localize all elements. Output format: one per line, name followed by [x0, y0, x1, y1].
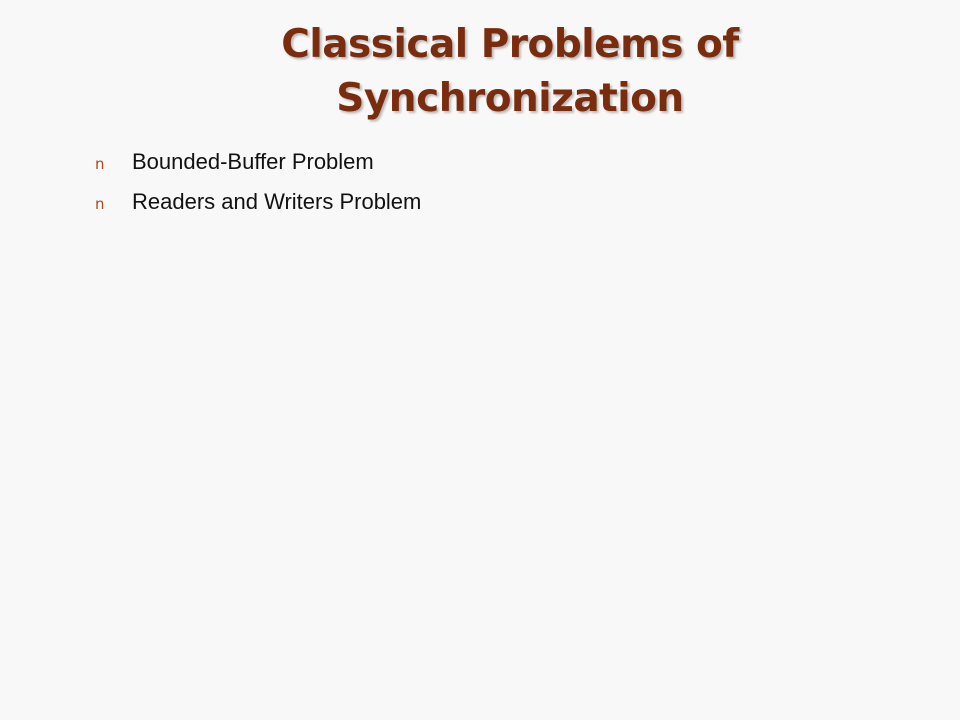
bullet-marker-icon: n — [95, 195, 105, 213]
slide-title — [0, 18, 960, 126]
bullet-list — [95, 142, 421, 222]
slide-title-line-1: Classical Problems of — [281, 22, 739, 67]
bullet-item — [95, 142, 421, 182]
slide-title-line-2: Synchronization — [336, 76, 684, 121]
bullet-text: Bounded-Buffer Problem — [132, 149, 374, 174]
bullet-marker-icon: n — [95, 155, 105, 173]
bullet-item — [95, 182, 421, 222]
bullet-text: Readers and Writers Problem — [132, 189, 422, 214]
